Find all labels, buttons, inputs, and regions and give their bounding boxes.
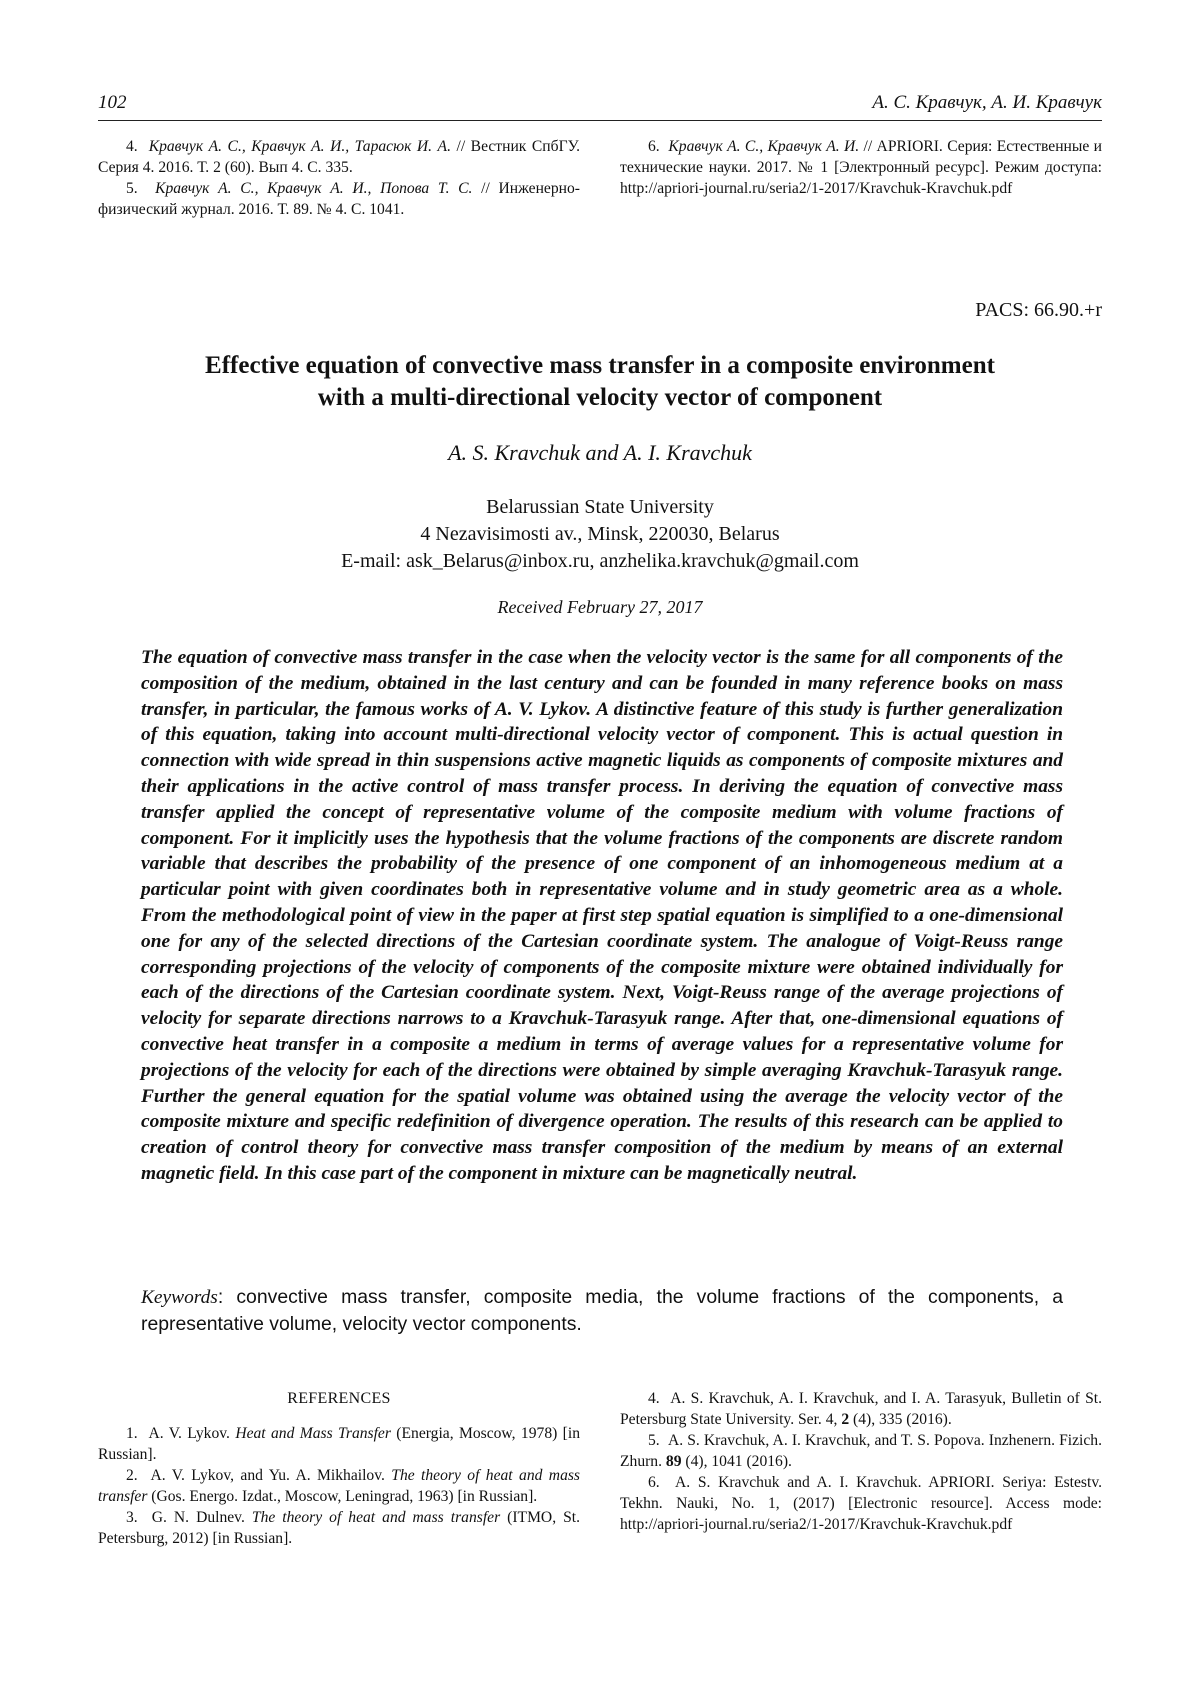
address: 4 Nezavisimosti av., Minsk, 220030, Belarus <box>420 523 780 545</box>
list-item: 2. A. V. Lykov, and Yu. A. Mikhailov. The theory of heat and mass transfer (Gos. Energo. Izdat., Moscow, Leningrad, 1963) [in Russian]. <box>98 1467 581 1505</box>
article-authors: A. S. Kravchuk and A. I. Kravchuk <box>448 440 752 465</box>
keywords <box>141 1284 1063 1337</box>
list-item: 4. A. S. Kravchuk, A. I. Kravchuk, and I. A. Tarasyuk, Bulletin of St. Petersburg State University. Ser. 4, 2 (4), 335 (2016). <box>620 1390 1102 1428</box>
email: E-mail: ask_Belarus@inbox.ru, anzhelika.kravchuk@gmail.com <box>341 550 859 572</box>
received-date: Received February 27, 2017 <box>497 597 703 617</box>
article-title: Effective equation of convective mass transfer in a composite environment with a multi-directional velocity vector of component <box>205 352 995 411</box>
keywords-text: : convective mass transfer, composite media, the volume fractions of the components, a representative volume, velocity vector components. <box>141 1286 1063 1335</box>
ref-column-left <box>98 1388 580 1549</box>
running-authors: А. С. Кравчук, А. И. Кравчук <box>872 92 1102 113</box>
page-number: 102 <box>98 92 127 113</box>
list-item: 5. Кравчук А. С., Кравчук А. И., Попова Т. С. // Инженерно-физический журнал. 2016. Т. 89. № 4. С. 1041. <box>98 180 580 218</box>
keywords-label: Keywords <box>141 1287 218 1308</box>
ref-column-right <box>620 136 1102 199</box>
references-heading: REFERENCES <box>287 1390 391 1407</box>
list-item: 4. Кравчук А. С., Кравчук А. И., Тарасюк И. А. // Вестник СпбГУ. Серия 4. 2016. Т. 2 (60). Вып 4. С. 335. <box>98 138 580 176</box>
list-item: 1. A. V. Lykov. Heat and Mass Transfer (Energia, Moscow, 1978) [in Russian]. <box>98 1425 581 1463</box>
list-item: 6. Кравчук А. С., Кравчук А. И. // APRIORI. Серия: Естественные и технические науки. 2017. № 1 [Электронный ресурс]. Режим доступа: http://apriori-journal.ru/seria2/1-2017/Kravchuk-Kravchuk.pdf <box>620 138 1103 197</box>
affiliation <box>98 494 1102 575</box>
abstract: The equation of convective mass transfer in the case when the velocity vector is the same for all components of the composition of the medium, obtained in the last century and can be founded in many reference books on mass transfer, in particular, the famous works of A. V. Lykov. A distinctive feature of this study is further generalization of this equation, taking into account multi-directional velocity vector of component. This is actual question in connection with wide spread in thin suspensions active magnetic liquids as components of composite mixtures and their applications in the active control of mass transfer process. In deriving the equation of convective mass transfer applied the concept of representative volume of the composite medium with volume fractions of component. For it implicitly uses the hypothesis that the volume fractions of the components are discrete random variable that describes the probability of the presence of one component of an inhomogeneous medium at a particular point with given coordinates both in representative volume and in study geometric area as a whole. From the methodological point of view in the paper at first step spatial equation is simplified to a one-dimensional one for any of the selected directions of the Cartesian coordinate system. The analogue of Voigt-Reuss range corresponding projections of the velocity of components of the composite mixture were obtained individually for each of the directions of the Cartesian coordinate system. Next, Voigt-Reuss range of the average projections of velocity for separate directions narrows to a Kravchuk-Tarasyuk range. After that, one-dimensional equations of convective heat transfer in a composite a medium in terms of average values for a representative volume for projections of the velocity for each of the directions were obtained by simple averaging Kravchuk-Tarasyuk range. Further the general equation for the spatial volume was obtained using the average the velocity vector of the composite mixture and specific redefinition of divergence operation. The results of this research can be applied to creation of control theory for convective mass transfer composition of the medium by means of an external magnetic field. In this case part of the component in mixture can be magnetically neutral. <box>141 647 1063 1184</box>
ref-column-left <box>98 136 580 220</box>
institution: Belarussian State University <box>486 496 714 518</box>
list-item: 3. G. N. Dulnev. The theory of heat and mass transfer (ITMO, St. Petersburg, 2012) [in Russian]. <box>98 1509 581 1547</box>
list-item: 6. A. S. Kravchuk and A. I. Kravchuk. APRIORI. Seriya: Estestv. Tekhn. Nauki, No. 1, (2017) [Electronic resource]. Access mode: http://apriori-journal.ru/seria2/1-2017/Kravchuk-Kravchuk.pdf <box>620 1474 1103 1533</box>
ref-column-right <box>620 1388 1102 1535</box>
running-header <box>98 92 1102 121</box>
pacs-code: PACS: 66.90.+r <box>975 299 1102 321</box>
list-item: 5. A. S. Kravchuk, A. I. Kravchuk, and T. S. Popova. Inzhenern. Fizich. Zhurn. 89 (4), 1041 (2016). <box>620 1432 1103 1470</box>
